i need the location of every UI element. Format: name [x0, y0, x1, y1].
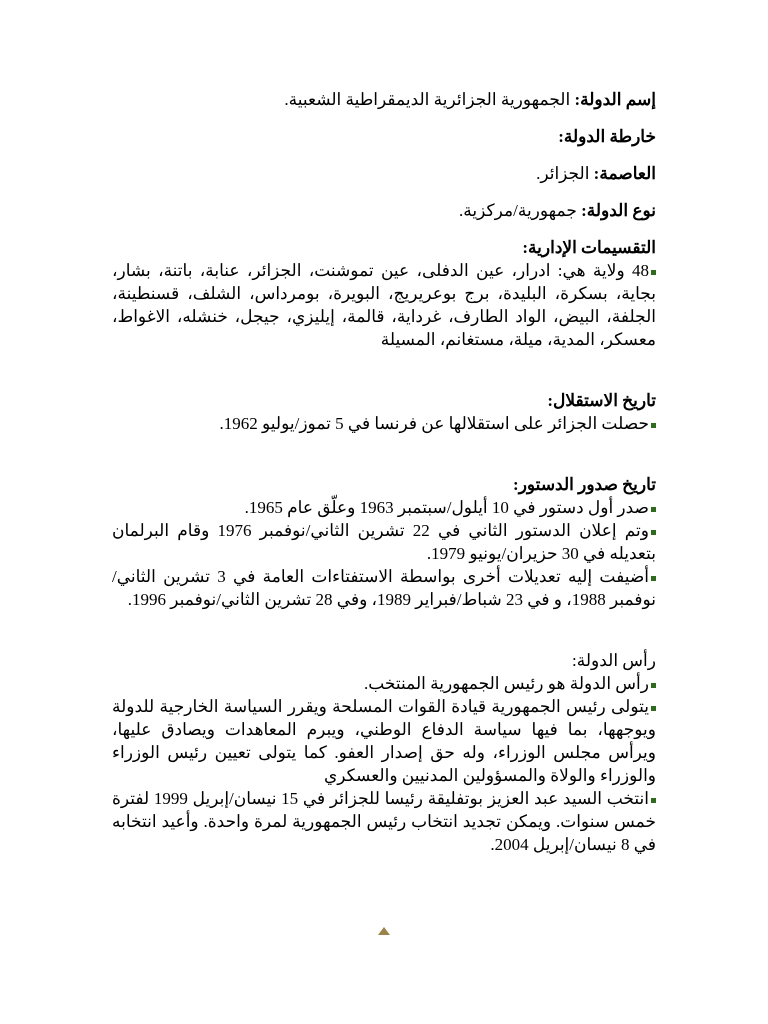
state-type-line: [112, 199, 656, 222]
state-type-value: جمهورية/مركزية.: [459, 201, 582, 220]
map-line: [112, 125, 656, 148]
head-of-state-item: [112, 672, 656, 695]
bullet-icon: [651, 683, 656, 688]
bullet-icon: [651, 270, 656, 275]
independence-item: [112, 412, 656, 435]
document-page: [112, 88, 656, 856]
bullet-icon: [651, 507, 656, 512]
bullet-icon: [651, 530, 656, 535]
head-of-state-item: [112, 695, 656, 787]
constitution-heading: تاريخ صدور الدستور:: [513, 475, 656, 494]
head-of-state-item-text: انتخب السيد عبد العزيز بوتفليقة رئيسا للجزائر في 15 نيسان/إبريل 1999 لفترة خمس سنوات. ويمكن تجديد انتخاب رئيس الجمهورية لمرة واحدة. وأعيد انتخابه في 8 نيسان/إبريل 2004.: [112, 789, 656, 854]
capital-line: [112, 162, 656, 185]
constitution-item-text: صدر أول دستور في 10 أيلول/سبتمبر 1963 وعلّق عام 1965.: [244, 498, 649, 517]
map-label: خارطة الدولة:: [558, 127, 656, 146]
bullet-icon: [651, 576, 656, 581]
admin-divisions-item: [112, 259, 656, 351]
up-triangle-icon[interactable]: [378, 927, 390, 935]
capital-value: الجزائر.: [536, 164, 594, 183]
country-name-label: إسم الدولة:: [574, 90, 656, 109]
constitution-item-text: أضيفت إليه تعديلات أخرى بواسطة الاستفتاءات العامة في 3 تشرين الثاني/نوفمبر 1988، و في 23 شباط/فبراير 1989، وفي 28 تشرين الثاني/نوفمبر 1996.: [112, 567, 656, 609]
constitution-item-text: وتم إعلان الدستور الثاني في 22 تشرين الثاني/نوفمبر 1976 وقام البرلمان بتعديله في 30 حزيران/يونيو 1979.: [112, 521, 656, 563]
state-type-label: نوع الدولة:: [581, 201, 656, 220]
admin-divisions-text: 48 ولاية هي: ادرار، عين الدفلى، عين تموشنت، الجزائر، عنابة، باتنة، بشار، بجاية، بسكرة، البليدة، برج بوعريريج، البويرة، بومرداس، الشلف، قسنطينة، الجلفة، البيض، الواد الطارف، غرداية، قالمة، إيليزي، جيجل، خنشله، الاغواط، معسكر، المدية، ميلة، مستغانم، المسيلة: [112, 261, 656, 349]
bullet-icon: [651, 423, 656, 428]
bullet-icon: [651, 706, 656, 711]
constitution-item: [112, 519, 656, 565]
constitution-item: [112, 565, 656, 611]
independence-text: حصلت الجزائر على استقلالها عن فرنسا في 5 تموز/يوليو 1962.: [219, 414, 649, 433]
head-of-state-item-text: يتولى رئيس الجمهورية قيادة القوات المسلحة ويقرر السياسة الخارجية للدولة ويوجهها، بما فيها سياسة الدفاع الوطني، ويبرم المعاهدات ويصادق عليها، ويرأس مجلس الوزراء، وله حق إصدار العفو. كما يتولى تعيين رئيس الوزراء والوزراء والولاة والمسؤولين المدنيين والعسكري: [112, 697, 656, 785]
head-of-state-item-text: رأس الدولة هو رئيس الجمهورية المنتخب.: [363, 674, 649, 693]
head-of-state-heading: رأس الدولة:: [572, 651, 656, 670]
head-of-state-item: [112, 787, 656, 856]
bullet-icon: [651, 798, 656, 803]
country-name-line: [112, 88, 656, 111]
constitution-item: [112, 496, 656, 519]
independence-heading: تاريخ الاستقلال:: [547, 391, 656, 410]
admin-divisions-heading: التقسيمات الإدارية:: [522, 238, 656, 257]
country-name-value: الجمهورية الجزائرية الديمقراطية الشعبية.: [284, 90, 575, 109]
capital-label: العاصمة:: [593, 164, 656, 183]
